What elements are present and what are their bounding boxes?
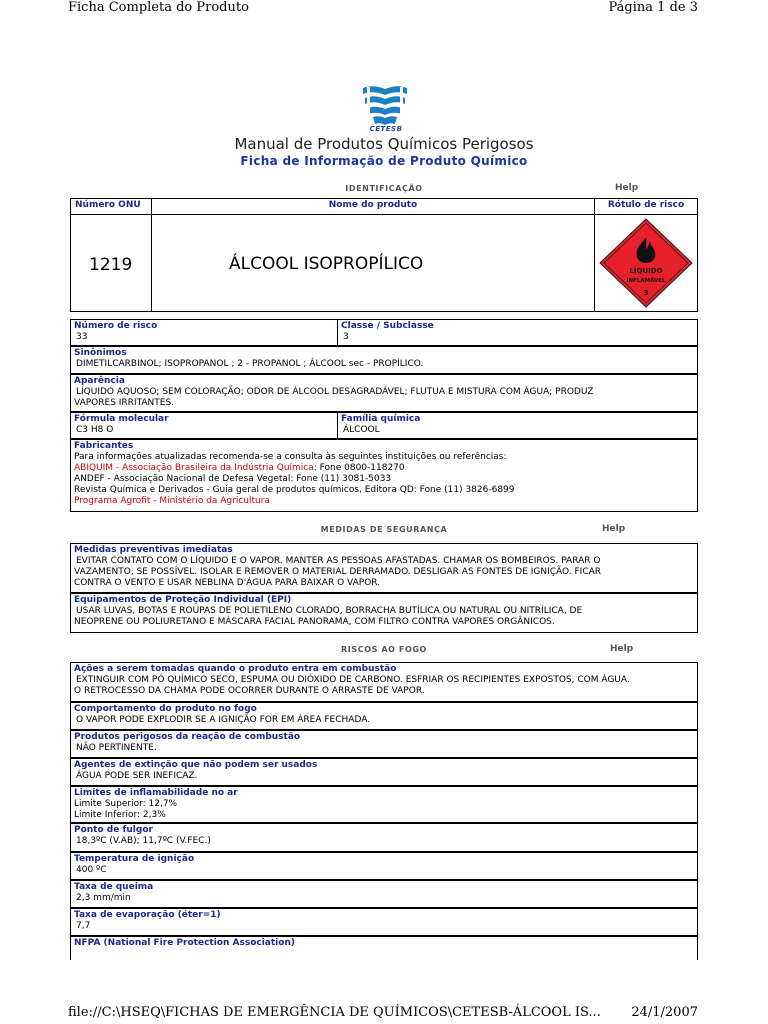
file-path: file://C:\HSEQ\FICHAS DE EMERGÊNCIA DE QUÍMICOS\CETESB-ÁLCOOL IS... xyxy=(68,1005,601,1020)
familia-row: Família química ÁLCOOL xyxy=(337,412,698,439)
temperatura-ignicao-row: Temperatura de ignição 400 ºC xyxy=(70,852,698,880)
comportamento-row: Comportamento do produto no fogo O VAPOR PODE EXPLODIR SE A IGNIÇÃO FOR EM ÁREA FECHADA. xyxy=(70,702,698,730)
page-header-title: Ficha Completa do Produto xyxy=(68,0,249,15)
help-link[interactable]: Help xyxy=(615,183,639,193)
agentes-row: Agentes de extinção que não podem ser usados ÁGUA PODE SER INEFICAZ. xyxy=(70,758,698,786)
label-line1: LÍQUIDO xyxy=(629,267,663,275)
onu-cell xyxy=(70,214,152,312)
print-date: 24/1/2007 xyxy=(631,1005,698,1020)
rotulo-cell xyxy=(594,214,698,312)
page-header xyxy=(68,0,698,15)
page-subtitle: Ficha de Informação de Produto Químico xyxy=(240,154,528,168)
help-link[interactable]: Help xyxy=(610,644,634,654)
logo-text: CETESB xyxy=(369,125,403,133)
onu-number: 1219 xyxy=(89,255,133,275)
label-class: 3 xyxy=(643,289,649,297)
header-onu: Número ONU xyxy=(70,198,152,215)
page-footer xyxy=(68,1005,698,1020)
produtos-perigosos-row: Produtos perigosos da reação de combustão NÃO PERTINENTE. xyxy=(70,730,698,758)
aparencia-row: Aparência LÍQUIDO AQUOSO; SEM COLORAÇÃO; ODOR DE ÁLCOOL DESAGRADÁVEL; FLUTUA E MISTURA COM ÁGUA; PRODUZ VAPORES IRRITANTES. xyxy=(70,374,698,412)
nome-cell xyxy=(151,214,595,312)
numero-risco-row: Número de risco 33 xyxy=(70,319,338,346)
section-title: IDENTIFICAÇÃO xyxy=(345,184,423,193)
page-title: Manual de Produtos Químicos Perigosos xyxy=(234,135,534,153)
ponto-fulgor-row: Ponto de fulgor 18,3ºC (V.AB); 11,7ºC (V.FEC.) xyxy=(70,823,698,852)
section-title: MEDIDAS DE SEGURANÇA xyxy=(320,525,448,534)
header-nome: Nome do produto xyxy=(151,198,595,215)
agrofit-link[interactable]: Programa Agrofit - Ministério da Agricultura xyxy=(74,496,270,506)
header-rotulo: Rótulo de risco xyxy=(594,198,698,215)
taxa-evaporacao-row: Taxa de evaporação (éter=1) 7,7 xyxy=(70,908,698,936)
help-link[interactable]: Help xyxy=(602,524,626,534)
cetesb-logo-icon xyxy=(361,84,409,128)
abiquim-link[interactable]: ABIQUIM - Associação Brasileira da Indústria Química xyxy=(74,463,314,473)
sinonimos-row: Sinônimos DIMETILCARBINOL; ISOPROPANOL ; 2 - PROPANOL ; ÁLCOOL sec - PROPÍLICO. xyxy=(70,346,698,374)
classe-row: Classe / Subclasse 3 xyxy=(337,319,698,346)
medidas-preventivas-row: Medidas preventivas imediatas EVITAR CONTATO COM O LÍQUIDO E O VAPOR. MANTER AS PESSOAS AFASTADAS. CHAMAR OS BOMBEIROS. PARAR O VAZAMENTO, SE POSSÍVEL. ISOLAR E REMOVER O MATERIAL DERRAMADO. DESLIGAR AS FONTES DE IGNIÇÃO. FICAR CONTRA O VENTO E USAR NEBLINA D'ÁGUA PARA BAIXAR O VAPOR. xyxy=(70,543,698,593)
section-title: RISCOS AO FOGO xyxy=(341,645,427,654)
flammable-liquid-label-icon xyxy=(595,215,697,311)
taxa-queima-row: Taxa de queima 2,3 mm/min xyxy=(70,880,698,908)
epi-row: Equipamentos de Proteção Individual (EPI) USAR LUVAS, BOTAS E ROUPAS DE POLIETILENO CLORADO, BORRACHA BUTÍLICA OU NATURAL OU NITRÍLICA, DE NEOPRENE OU POLIURETANO E MÁSCARA FACIAL PANORAMA, COM FILTRO CONTRA VAPORES ORGÂNICOS. xyxy=(70,593,698,633)
nfpa-row: NFPA (National Fire Protection Association) xyxy=(70,936,698,960)
acoes-row: Ações a serem tomadas quando o produto entra em combustão EXTINGUIR COM PÓ QUÍMICO SECO, ESPUMA OU DIÓXIDO DE CARBONO. ESFRIAR OS RECIPIENTES EXPOSTOS, COM ÁGUA. O RETROCESSO DA CHAMA PODE OCORRER DURANTE O ARRASTE DE VAPOR. xyxy=(70,662,698,702)
label-line2: INFLAMÁVEL xyxy=(626,278,666,284)
page-number: Página 1 de 3 xyxy=(608,0,698,15)
product-name: ÁLCOOL ISOPROPÍLICO xyxy=(229,254,424,274)
formula-row: Fórmula molecular C3 H8 O xyxy=(70,412,338,439)
limites-row: Limites de inflamabilidade no ar Limite Superior: 12,7% Limite Inferior: 2,3% xyxy=(70,786,698,823)
fabricantes-row: Fabricantes Para informações atualizadas recomenda-se a consulta às seguintes instituições ou referências: ABIQUIM - Associação Brasileira da Indústria Química: Fone 0800-118270 ANDEF - Associação Nacional de Defesa Vegetal: Fone (11) 3081-5033 Revista Química e Derivados - Guia geral de produtos químicos, Editora QD: Fone (11) 3826-6899 Programa Agrofit - Ministério da Agricultura xyxy=(70,439,698,512)
